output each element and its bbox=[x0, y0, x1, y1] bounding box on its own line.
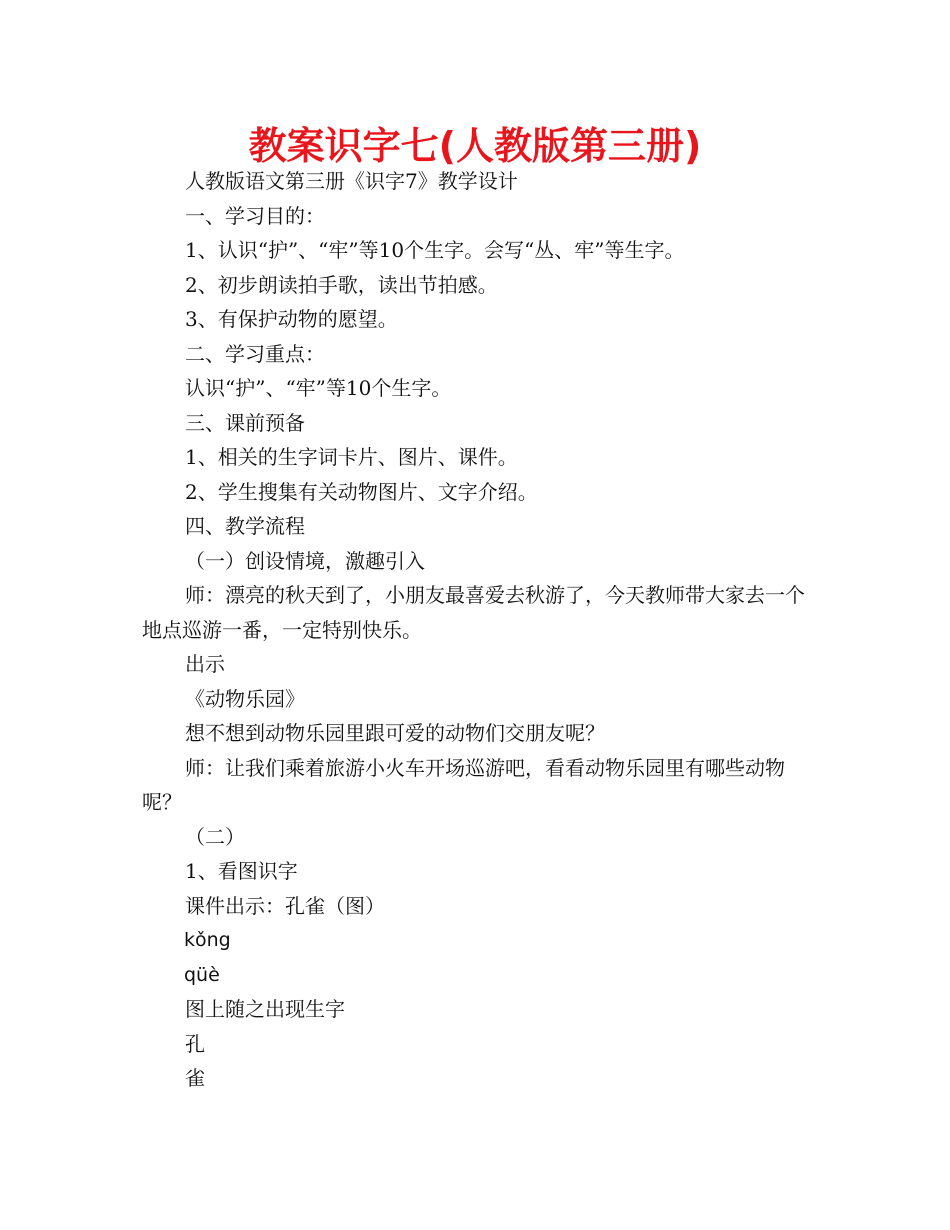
character-kong: 孔 bbox=[185, 1031, 205, 1056]
section-heading-objectives: 一、学习目的： bbox=[185, 203, 325, 228]
preparation-2: 2、学生搜集有关动物图片、文字介绍。 bbox=[185, 479, 538, 504]
section-heading-key-points: 二、学习重点： bbox=[185, 341, 325, 366]
section-heading-process: 四、教学流程 bbox=[185, 514, 305, 538]
show-line: 出示 bbox=[185, 652, 225, 676]
section-heading-preparation: 三、课前预备 bbox=[185, 410, 305, 435]
pinyin-kong: kǒng bbox=[184, 929, 231, 951]
document-body bbox=[142, 164, 822, 1096]
document-title: 教案识字七(人教版第三册) bbox=[248, 124, 702, 168]
new-characters-line: 图上随之出现生字 bbox=[185, 997, 345, 1021]
process-step-1-heading: （一）创设情境，激趣引入 bbox=[185, 548, 425, 573]
pinyin-que: qüè bbox=[184, 963, 220, 986]
subtitle-line: 人教版语文第三册《识字7》教学设计 bbox=[185, 169, 518, 193]
courseware-line: 课件出示：孔雀（图） bbox=[185, 893, 385, 918]
process-step-2-heading: （二） bbox=[185, 824, 245, 849]
question-line: 想不想到动物乐园里跟可爱的动物们交朋友呢？ bbox=[185, 721, 605, 745]
objective-2: 2、初步朗读拍手歌，读出节拍感。 bbox=[185, 272, 498, 297]
objective-1: 1、认识“护”、“牢”等10个生字。会写“丛、牢”等生字。 bbox=[185, 238, 685, 262]
teacher-paragraph-2: 师：让我们乘着旅游小火车开场巡游吧，看看动物乐园里有哪些动物呢？ bbox=[142, 755, 785, 814]
key-point: 认识“护”、“牢”等10个生字。 bbox=[185, 376, 452, 400]
zoo-title-line: 《动物乐园》 bbox=[185, 686, 305, 711]
activity-heading: 1、看图识字 bbox=[185, 859, 298, 883]
preparation-1: 1、相关的生字词卡片、图片、课件。 bbox=[185, 445, 518, 469]
teacher-paragraph-1: 师：漂亮的秋天到了，小朋友最喜爱去秋游了，今天教师带大家去一个地点巡游一番，一定特别快乐。 bbox=[142, 583, 805, 642]
character-que: 雀 bbox=[185, 1066, 205, 1090]
objective-3: 3、有保护动物的愿望。 bbox=[185, 307, 398, 331]
